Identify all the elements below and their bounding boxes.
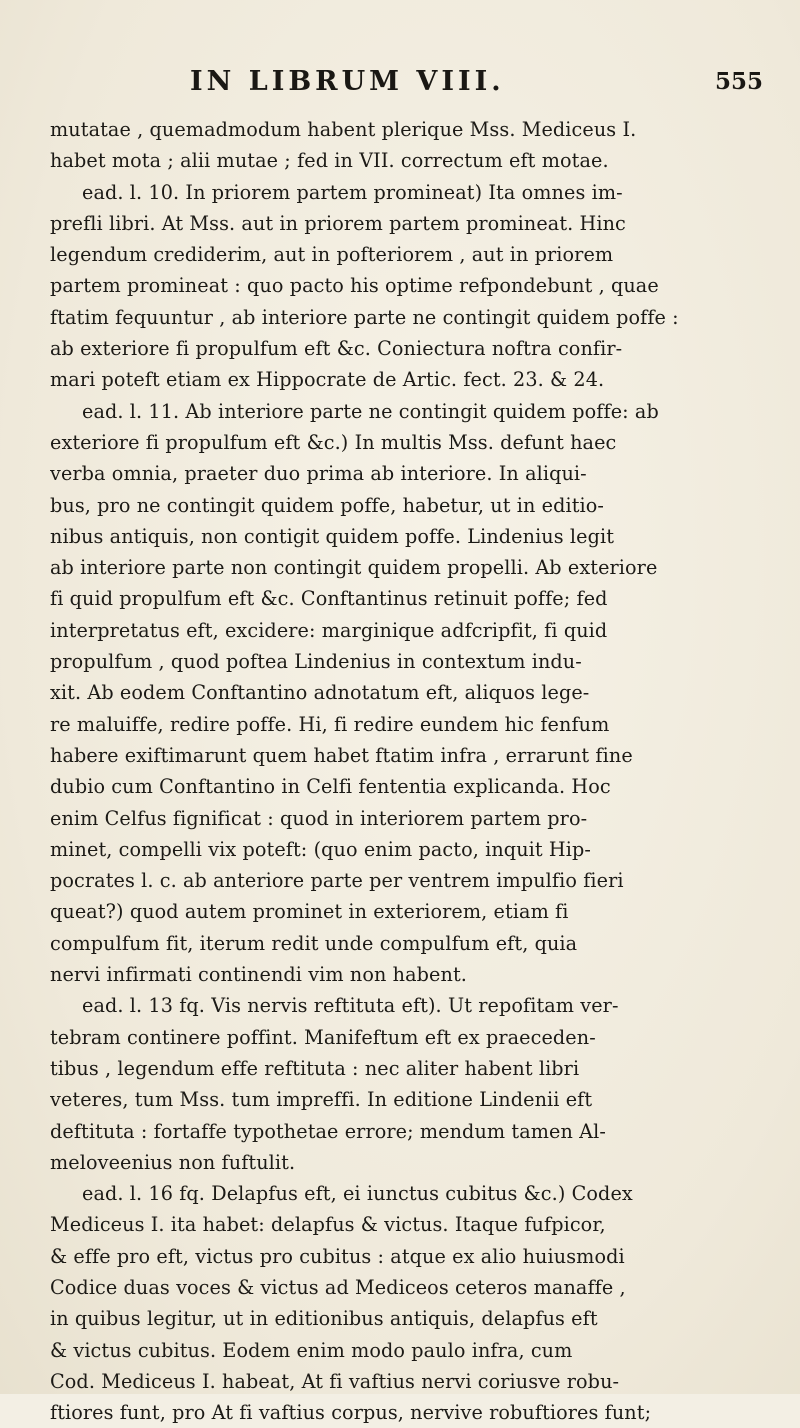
text-line: ftiores funt, pro At fi vaftius corpus, nervive robuftiores funt; <box>50 1401 652 1425</box>
text-line: compulfum fit, iterum redit unde compulfum eft, quia <box>50 931 578 955</box>
text-line: veteres, tum Mss. tum impreffi. In editione Lindenii eft <box>50 1088 593 1112</box>
text-line: dubio cum Conftantino in Celfi fententia explicanda. Hoc <box>50 775 611 799</box>
text-line: partem promineat : quo pacto his optime refpondebunt , quae <box>50 274 659 298</box>
text-line: habere exiftimarunt quem habet ftatim infra , errarunt fine <box>50 743 633 767</box>
text-line: Codice duas voces & victus ad Mediceos ceteros manaffe , <box>50 1275 626 1299</box>
text-line: deftituta : fortaffe typothetae errore; mendum tamen Al- <box>50 1119 606 1143</box>
text-line: tebram continere poffint. Manifeftum eft ex praeceden- <box>50 1025 596 1049</box>
text-line: meloveenius non fuftulit. <box>50 1150 296 1174</box>
text-line: ead. l. 13 fq. Vis nervis reftituta eft). Ut repofitam ver- <box>82 994 619 1018</box>
text-line: & victus cubitus. Eodem enim modo paulo infra, cum <box>50 1338 573 1362</box>
text-line: propulfum , quod poftea Lindenius in contextum indu- <box>50 650 582 674</box>
text-line: mari poteft etiam ex Hippocrate de Artic. fect. 23. & 24. <box>50 368 605 392</box>
text-line: xit. Ab eodem Conftantino adnotatum eft, aliquos lege- <box>50 681 590 705</box>
text-line: Cod. Mediceus I. habeat, At fi vaftius nervi coriusve robu- <box>50 1369 620 1393</box>
text-line: mutatae , quemadmodum habent plerique Mss. Mediceus I. <box>50 118 637 141</box>
page-number: 555 <box>715 68 764 95</box>
text-line: pocrates l. c. ab anteriore parte per ventrem impulfio fieri <box>50 869 624 893</box>
text-line: minet, compelli vix poteft: (quo enim pacto, inquit Hip- <box>50 837 591 861</box>
text-line: nibus antiquis, non contigit quidem poffe. Lindenius legit <box>50 524 615 548</box>
text-line: ead. l. 10. In priorem partem promineat) Ita omnes im- <box>82 180 623 204</box>
text-line: prefli libri. At Mss. aut in priorem partem promineat. Hinc <box>50 211 626 235</box>
text-line: ead. l. 16 fq. Delapfus eft, ei iunctus cubitus &c.) Codex <box>82 1182 633 1206</box>
text-line: exteriore fi propulfum eft &c.) In multis Mss. defunt haec <box>50 430 617 454</box>
text-line: enim Celfus fignificat : quod in interiorem partem pro- <box>50 806 588 830</box>
text-line: bus, pro ne contingit quidem poffe, habetur, ut in editio- <box>50 493 604 517</box>
text-line: queat?) quod autem prominet in exteriorem, etiam fi <box>50 900 569 924</box>
text-line: in quibus legitur, ut in editionibus antiquis, delapfus eft <box>50 1307 598 1331</box>
text-line: legendum crediderim, aut in pofteriorem , aut in priorem <box>50 243 614 267</box>
text-line: interpretatus eft, excidere: marginique adfcripfit, fi quid <box>50 618 608 642</box>
text-line: fi quid propulfum eft &c. Conftantinus retinuit poffe; fed <box>50 587 608 611</box>
text-line: re maluiffe, redire poffe. Hi, fi redire eundem hic fenfum <box>50 712 610 736</box>
body-text <box>50 114 780 1428</box>
running-title: IN LIBRUM VIII. <box>190 66 505 97</box>
text-line: & effe pro eft, victus pro cubitus : atque ex alio huiusmodi <box>50 1244 625 1268</box>
text-line: Mediceus I. ita habet: delapfus & victus. Itaque fufpicor, <box>50 1213 606 1237</box>
text-line: habet mota ; alii mutae ; fed in VII. correctum eft motae. <box>50 149 609 173</box>
text-line: verba omnia, praeter duo prima ab interiore. In aliqui- <box>50 462 587 486</box>
text-line: nervi infirmati continendi vim non habent. <box>50 963 467 987</box>
text-line: ab interiore parte non contingit quidem propelli. Ab exteriore <box>50 556 658 580</box>
text-line: ab exteriore fi propulfum eft &c. Coniectura noftra confir- <box>50 337 623 361</box>
text-line: tibus , legendum effe reftituta : nec aliter habent libri <box>50 1056 580 1080</box>
text-line: ead. l. 11. Ab interiore parte ne contingit quidem poffe: ab <box>82 399 659 423</box>
text-line: ftatim fequuntur , ab interiore parte ne contingit quidem poffe : <box>50 305 679 329</box>
